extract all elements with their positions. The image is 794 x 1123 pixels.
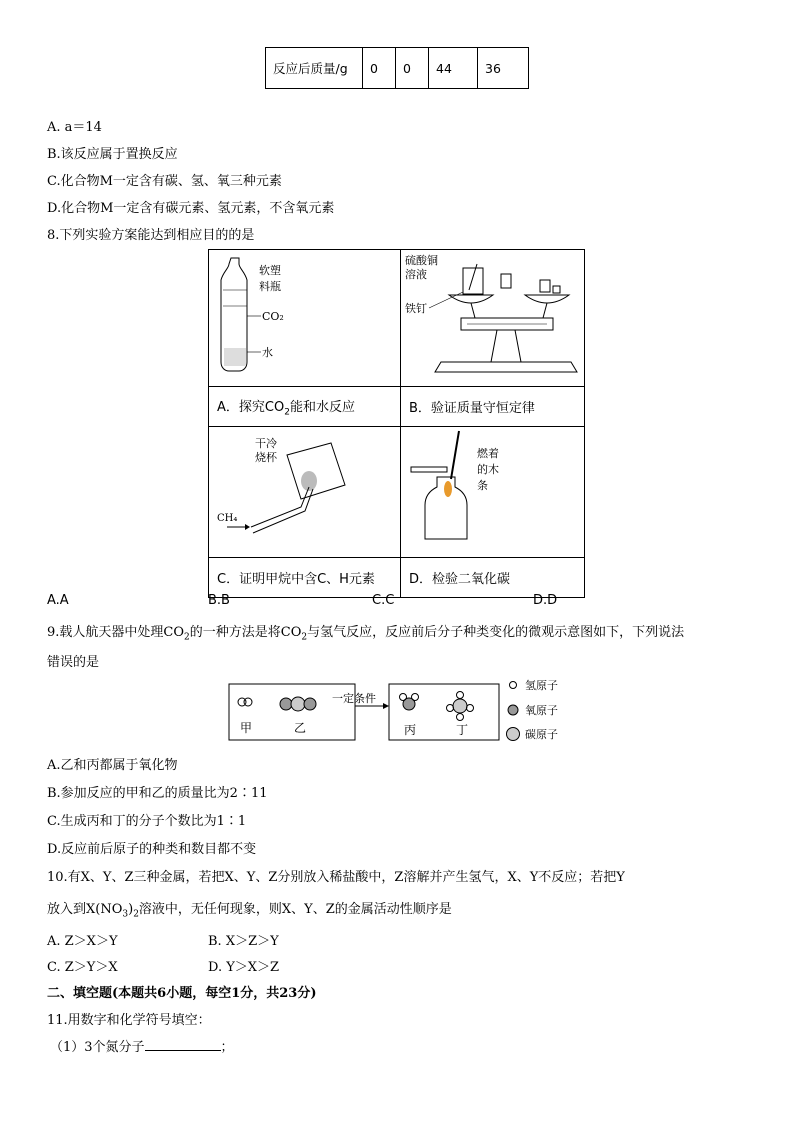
experiment-c-caption: C．证明甲烷中含C、H元素 (209, 558, 401, 598)
section-heading: 二、填空题(本题共6小题，每空1分，共23分) (47, 986, 317, 1001)
methane-flame-figure (209, 427, 400, 553)
q9-option-c: C.生成丙和丁的分子个数比为1∶1 (47, 814, 247, 829)
reaction-diagram (228, 676, 588, 746)
label-co2: CO₂ (262, 310, 284, 323)
label-ch4: CH₄ (217, 513, 238, 524)
mass-table-cell: 0 (363, 48, 396, 89)
label-cup-2: 烧杯 (255, 451, 277, 464)
q10-option-c: C. Z＞Y＞X (47, 960, 118, 975)
label-cup-1: 干冷 (255, 437, 277, 450)
q11-item1: （1）3个氮分子 ； (50, 1040, 234, 1055)
legend-hydrogen: 氢原子 (525, 679, 558, 692)
label-ding: 丁 (456, 723, 469, 737)
label-jia: 甲 (240, 721, 253, 735)
mass-table (265, 47, 529, 89)
experiment-d-caption: D．检验二氧化碳 (401, 558, 585, 598)
q11-stem: 11.用数字和化学符号填空： (47, 1013, 211, 1028)
mass-table-cell: 44 (429, 48, 478, 89)
label-bottle-1: 软塑 (259, 264, 281, 277)
q8-option-b: B.B (208, 593, 230, 608)
q10-stem-line2: 放入到$X(NO_3)_2$溶液中，无任何现象，则X、Y、Z的金属活动性顺序是 (47, 902, 452, 920)
condition-label: 一定条件 (332, 692, 376, 705)
q8-experiment-grid (208, 249, 585, 598)
label-nail: 铁钉 (405, 302, 427, 315)
q10-option-b: B. X＞Z＞Y (208, 934, 279, 949)
label-solution-1: 硫酸铜 (405, 254, 438, 267)
q10-option-d: D. Y＞X＞Z (208, 960, 280, 975)
q7-option-a: A. a＝14 (47, 120, 102, 135)
label-water: 水 (262, 346, 273, 359)
q7-option-b: B.该反应属于置换反应 (47, 147, 178, 162)
experiment-a-figure (209, 250, 401, 387)
mass-table-cell: 36 (478, 48, 529, 89)
experiment-a-caption: A．探究$CO_2$能和水反应 (209, 387, 401, 427)
q8-option-a: A.A (47, 593, 69, 608)
q8-option-d: D.D (533, 593, 558, 608)
experiment-c-figure (209, 427, 401, 558)
q7-option-c: C.化合物M一定含有碳、氢、氧三种元素 (47, 174, 282, 189)
label-splint-2: 的木 (477, 463, 499, 476)
label-solution-2: 溶液 (405, 268, 427, 281)
mass-table-cell: 0 (396, 48, 429, 89)
label-yi: 乙 (294, 721, 307, 735)
q9-option-b: B.参加反应的甲和乙的质量比为2∶11 (47, 786, 268, 801)
legend-carbon: 碳原子 (525, 728, 558, 741)
label-splint-3: 条 (477, 479, 488, 492)
q7-option-d: D.化合物M一定含有碳元素、氢元素，不含氧元素 (47, 201, 335, 216)
q10-option-a: A. Z＞X＞Y (47, 934, 118, 949)
balance-figure (401, 250, 584, 382)
label-bottle-2: 料瓶 (259, 280, 281, 293)
q9-option-d: D.反应前后原子的种类和数目都不变 (47, 842, 257, 857)
gas-bottle-figure (401, 427, 584, 553)
label-splint-1: 燃着 (477, 447, 499, 460)
label-bing: 丙 (404, 723, 417, 737)
q9-option-a: A.乙和丙都属于氧化物 (47, 758, 178, 773)
experiment-d-figure (401, 427, 585, 558)
q8-option-c: C.C (372, 593, 395, 608)
legend-oxygen: 氧原子 (525, 704, 558, 717)
q9-stem-line2: 错误的是 (47, 655, 100, 670)
q10-stem: 10.有X、Y、Z三种金属，若把X、Y、Z分别放入稀盐酸中，Z溶解并产生氢气，X、Y不反应；若把Y (47, 870, 625, 885)
mass-table-label: 反应后质量/g (266, 48, 363, 89)
q9-stem: 9.载人航天器中处理$CO_2$的一种方法是将$CO_2$与氢气反应，反应前后分子种类变化的微观示意图如下，下列说法 (47, 625, 685, 643)
q8-stem: 8.下列实验方案能达到相应目的的是 (47, 228, 255, 243)
experiment-b-figure (401, 250, 585, 387)
plastic-bottle-figure (209, 250, 400, 382)
experiment-b-caption: B．验证质量守恒定律 (401, 387, 585, 427)
answer-blank[interactable] (145, 1038, 221, 1051)
